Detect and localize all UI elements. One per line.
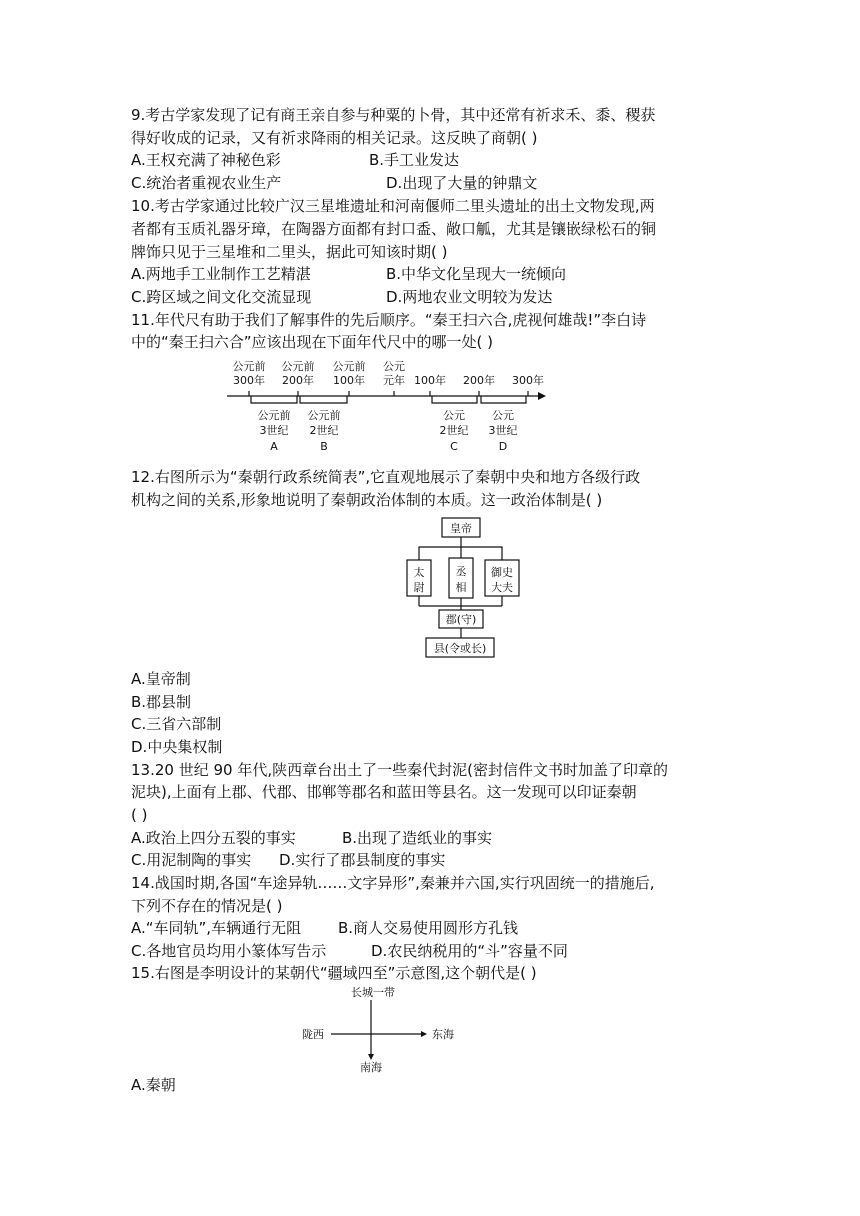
timeline-tick-label: 公元前 <box>332 360 366 373</box>
q10-option-c[interactable]: C.跨区域之间文化交流显现 <box>131 288 312 306</box>
chengxiang-label: 相 <box>455 581 467 594</box>
map-east-label: 东海 <box>432 1028 454 1041</box>
q13-stem-line3: ( ) <box>131 806 148 824</box>
q9-option-a[interactable]: A.王权充满了神秘色彩 <box>131 151 281 169</box>
q14-option-b[interactable]: B.商人交易使用圆形方孔钱 <box>338 919 519 937</box>
timeline-bracket-c <box>432 396 477 403</box>
map-south-arrow <box>368 1054 374 1060</box>
yushi-label: 御史 <box>491 566 513 579</box>
q10-stem-line1: 10.考古学家通过比较广汉三星堆遗址和河南偃师二里头遗址的出土文物发现,两 <box>131 197 655 215</box>
segment-label: 公元前 <box>257 409 291 422</box>
emperor-label: 皇帝 <box>450 522 472 535</box>
timeline-bracket-d <box>481 396 526 403</box>
map-south-label: 南海 <box>360 1061 382 1074</box>
segment-letter-c[interactable]: C <box>450 440 458 453</box>
xian-label: 县(令或长) <box>433 642 487 655</box>
jun-label: 郡(守) <box>445 613 477 626</box>
map-east-arrow <box>421 1031 427 1037</box>
map-west-label: 陇西 <box>302 1028 324 1041</box>
q14-stem-line1: 14.战国时期,各国“车途异轨……文字异形”,秦兼并六国,实行巩固统一的措施后, <box>131 874 655 892</box>
q9-option-d[interactable]: D.出现了大量的钟鼎文 <box>386 174 538 192</box>
q12-option-d[interactable]: D.中央集权制 <box>131 738 223 756</box>
yushi-label: 大夫 <box>491 581 513 594</box>
timeline-tick-label: 公元 <box>383 360 405 373</box>
timeline-tick-label: 公元前 <box>232 360 266 373</box>
q9-stem-line1: 9.考古学家发现了记有商王亲自参与种粟的卜骨，其中还常有祈求禾、黍、稷获 <box>131 106 656 124</box>
q12-option-c[interactable]: C.三省六部制 <box>131 715 222 733</box>
territory-map <box>295 984 475 1074</box>
q10-option-d[interactable]: D.两地农业文明较为发达 <box>386 288 553 306</box>
q15-stem-line1: 15.右图是李明设计的某朝代“疆域四至”示意图,这个朝代是( ) <box>131 964 537 982</box>
chengxiang-label: 丞 <box>455 565 467 578</box>
q14-stem-line2: 下列不存在的情况是( ) <box>131 897 283 915</box>
q12-option-b[interactable]: B.郡县制 <box>131 693 192 711</box>
segment-label: 2世纪 <box>439 424 469 437</box>
timeline-tick-label: 100年 <box>333 374 365 387</box>
timeline-tick-label: 300年 <box>512 374 544 387</box>
map-north-label: 长城一带 <box>351 986 395 999</box>
q13-option-d[interactable]: D.实行了郡县制度的事实 <box>279 851 446 869</box>
segment-label: 2世纪 <box>309 424 339 437</box>
segment-label: 3世纪 <box>488 424 518 437</box>
q10-stem-line3: 牌饰只见于三星堆和二里头，据此可知该时期( ) <box>131 243 448 261</box>
timeline-bracket-a <box>251 396 297 403</box>
q14-option-a[interactable]: A.“车同轨”,车辆通行无阻 <box>131 919 302 937</box>
q10-option-b[interactable]: B.中华文化呈现大一统倾向 <box>386 265 567 283</box>
q13-option-c[interactable]: C.用泥制陶的事实 <box>131 851 252 869</box>
q10-option-a[interactable]: A.两地手工业制作工艺精湛 <box>131 265 311 283</box>
q12-stem-line2: 机构之间的关系,形象地说明了秦朝政治体制的本质。这一政治体制是( ) <box>131 491 603 509</box>
timeline-tick-label: 元年 <box>383 374 405 387</box>
qin-admin-chart <box>405 514 535 664</box>
segment-label: 3世纪 <box>259 424 289 437</box>
q10-stem-line2: 者都有玉质礼器牙璋，在陶器方面都有封口盉、敞口觚，尤其是镶嵌绿松石的铜 <box>131 220 657 238</box>
q11-stem-line2: 中的“秦王扫六合”应该出现在下面年代尺中的哪一处( ) <box>131 333 494 351</box>
timeline-diagram <box>220 354 560 460</box>
q9-stem-line2: 得好收成的记录，又有祈求降雨的相关记录。这反映了商朝( ) <box>131 129 538 147</box>
q12-stem-line1: 12.右图所示为“秦朝行政系统简表”,它直观地展示了秦朝中央和地方各级行政 <box>131 468 641 486</box>
segment-letter-a[interactable]: A <box>270 440 278 453</box>
segment-letter-d[interactable]: D <box>498 440 508 453</box>
taiwei-label: 尉 <box>413 581 425 594</box>
segment-label: 公元前 <box>307 409 341 422</box>
q13-option-b[interactable]: B.出现了造纸业的事实 <box>342 829 493 847</box>
timeline-tick-label: 200年 <box>282 374 314 387</box>
q15-option-a[interactable]: A.秦朝 <box>131 1076 176 1094</box>
q9-option-c[interactable]: C.统治者重视农业生产 <box>131 174 282 192</box>
q14-option-d[interactable]: D.农民纳税用的“斗”容量不同 <box>371 942 568 960</box>
timeline-tick-label: 300年 <box>233 374 265 387</box>
q13-stem-line2: 泥块),上面有上郡、代郡、邯郸等郡名和蓝田等县名。这一发现可以印证秦朝 <box>131 783 637 801</box>
timeline-tick-label: 200年 <box>463 374 495 387</box>
q13-option-a[interactable]: A.政治上四分五裂的事实 <box>131 829 296 847</box>
q12-option-a[interactable]: A.皇帝制 <box>131 670 191 688</box>
q13-stem-line1: 13.20 世纪 90 年代,陕西章台出土了一些秦代封泥(密封信件文书时加盖了印章的 <box>131 761 668 779</box>
q9-option-b[interactable]: B.手工业发达 <box>369 151 460 169</box>
segment-label: 公元 <box>443 409 465 422</box>
q11-stem-line1: 11.年代尺有助于我们了解事件的先后顺序。“秦王扫六合,虎视何雄哉!”李白诗 <box>131 311 647 329</box>
timeline-tick-label: 100年 <box>414 374 446 387</box>
q14-option-c[interactable]: C.各地官员均用小篆体写告示 <box>131 942 327 960</box>
timeline-tick-label: 公元前 <box>281 360 315 373</box>
timeline-arrow <box>538 392 546 400</box>
segment-label: 公元 <box>492 409 514 422</box>
taiwei-label: 太 <box>413 566 425 579</box>
segment-letter-b[interactable]: B <box>320 440 328 453</box>
timeline-bracket-b <box>300 396 347 403</box>
